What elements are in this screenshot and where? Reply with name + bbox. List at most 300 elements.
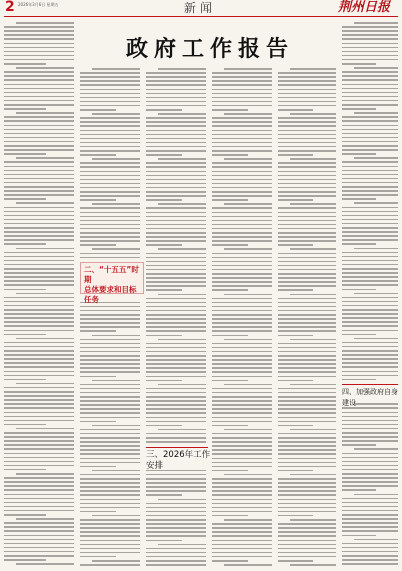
text-line (212, 523, 272, 525)
text-line (4, 256, 74, 258)
text-line (342, 51, 398, 53)
text-line (212, 253, 272, 255)
text-line (80, 367, 140, 369)
text-line (278, 281, 336, 283)
text-line (4, 465, 74, 467)
text-line (146, 322, 206, 324)
header-rule (4, 16, 398, 17)
text-line (278, 207, 336, 209)
text-line (146, 89, 206, 91)
text-line (212, 441, 272, 443)
text-line (4, 305, 74, 307)
text-line (354, 448, 398, 450)
text-line (4, 182, 74, 184)
text-line (158, 158, 206, 160)
text-line (80, 244, 116, 246)
text-line (146, 72, 206, 74)
text-line (278, 162, 336, 164)
text-line (16, 22, 74, 24)
text-line (146, 494, 182, 496)
text-line (80, 363, 140, 365)
text-line (146, 552, 206, 554)
text-line (4, 387, 74, 389)
text-line (354, 494, 398, 496)
text-line (158, 384, 206, 386)
text-line (212, 261, 272, 263)
text-line (342, 522, 398, 524)
text-line (146, 273, 206, 275)
text-line (4, 510, 74, 512)
text-line (212, 499, 272, 501)
text-line (146, 265, 206, 267)
text-line (212, 396, 272, 398)
text-line (80, 486, 140, 488)
text-line (212, 179, 272, 181)
text-line (80, 503, 140, 505)
text-line (212, 318, 272, 320)
text-line (342, 219, 398, 221)
text-line (146, 527, 206, 529)
text-line (4, 555, 74, 557)
text-line (342, 506, 398, 508)
text-line (146, 138, 206, 140)
text-line (4, 88, 74, 90)
text-line (278, 138, 336, 140)
text-line (342, 551, 398, 553)
text-line (80, 84, 140, 86)
text-line (212, 191, 272, 193)
text-line (4, 498, 74, 500)
text-line (146, 326, 206, 328)
text-line (146, 412, 206, 414)
text-line (80, 72, 140, 74)
text-line (146, 314, 206, 316)
text-line (212, 121, 272, 123)
text-line (146, 400, 206, 402)
text-line (4, 84, 74, 86)
text-line (80, 494, 140, 496)
text-line (212, 265, 272, 267)
text-line (278, 191, 336, 193)
text-line (80, 212, 140, 214)
text-line (146, 310, 206, 312)
text-line (80, 183, 140, 185)
text-line (80, 527, 140, 529)
text-line (342, 170, 398, 172)
text-line (278, 179, 336, 181)
text-line (342, 145, 398, 147)
text-line (212, 171, 272, 173)
text-line (4, 104, 74, 106)
text-line (212, 359, 272, 361)
text-line (146, 433, 206, 435)
text-line (342, 371, 398, 373)
text-line (4, 481, 74, 483)
text-line (342, 223, 398, 225)
text-line (212, 93, 272, 95)
text-line (342, 469, 398, 471)
text-line (342, 518, 398, 520)
text-line (146, 560, 206, 562)
text-line (146, 396, 206, 398)
text-line (4, 108, 46, 110)
text-line (278, 355, 336, 357)
text-line (4, 71, 74, 73)
text-line (342, 186, 398, 188)
text-line (80, 216, 140, 218)
text-line (212, 433, 272, 435)
text-line (342, 260, 398, 262)
text-line (146, 93, 206, 95)
text-line (212, 527, 272, 529)
text-line (80, 187, 140, 189)
text-line (146, 318, 206, 320)
text-line (4, 264, 74, 266)
text-line (212, 281, 272, 283)
text-line (342, 276, 398, 278)
text-line (342, 416, 398, 418)
text-line (212, 302, 272, 304)
text-line (278, 326, 336, 328)
text-line (146, 166, 206, 168)
text-line (4, 260, 74, 262)
text-line (158, 203, 206, 205)
text-line (4, 235, 74, 237)
text-line (158, 544, 206, 546)
text-line (342, 243, 376, 245)
text-line (146, 228, 206, 230)
text-line (212, 363, 272, 365)
text-line (342, 510, 398, 512)
text-line (80, 125, 140, 127)
text-line (278, 392, 336, 394)
text-line (278, 552, 336, 554)
text-line (342, 59, 398, 61)
text-line (278, 257, 336, 259)
text-line (146, 142, 206, 144)
text-line (278, 449, 336, 451)
text-line (342, 272, 398, 274)
text-line (146, 490, 206, 492)
text-line (278, 544, 336, 546)
text-line (290, 384, 336, 386)
text-line (4, 215, 74, 217)
text-line (212, 212, 272, 214)
text-line (80, 154, 116, 156)
text-line (290, 68, 336, 70)
text-line (4, 116, 74, 118)
text-line (4, 543, 74, 545)
text-line (146, 421, 206, 423)
text-line (4, 153, 46, 155)
text-line (212, 494, 272, 496)
text-line (80, 101, 140, 103)
text-line (4, 535, 74, 537)
text-line (80, 109, 116, 111)
text-line (158, 339, 206, 341)
text-line (158, 113, 206, 115)
text-line (278, 80, 336, 82)
text-line (4, 371, 74, 373)
text-line (342, 420, 398, 422)
text-line (342, 350, 398, 352)
text-line (342, 514, 398, 516)
text-line (224, 384, 272, 386)
text-line (278, 490, 336, 492)
text-line (212, 392, 272, 394)
text-line (212, 187, 272, 189)
text-line (342, 489, 376, 491)
text-line (92, 203, 140, 205)
text-line (4, 223, 74, 225)
text-line (80, 462, 140, 464)
text-line (212, 560, 248, 562)
text-line (278, 376, 336, 378)
text-line (278, 535, 336, 537)
text-line (342, 284, 398, 286)
text-line (290, 339, 336, 341)
text-line (4, 43, 74, 45)
text-line (278, 166, 336, 168)
text-line (212, 166, 272, 168)
text-line (80, 343, 140, 345)
text-line (146, 175, 206, 177)
page-headline: 政府工作报告 (125, 36, 294, 62)
text-line (4, 190, 74, 192)
text-line (278, 212, 336, 214)
text-line (146, 486, 206, 488)
text-line (212, 80, 272, 82)
text-line (80, 396, 140, 398)
text-line (342, 481, 398, 483)
text-line (80, 310, 140, 312)
text-line (354, 202, 398, 204)
text-line (212, 437, 272, 439)
text-line (342, 174, 398, 176)
text-line (278, 130, 336, 132)
text-line (146, 125, 206, 127)
text-line (278, 277, 336, 279)
text-line (4, 391, 74, 393)
text-line (342, 440, 398, 442)
text-line (4, 432, 74, 434)
text-line (342, 161, 398, 163)
text-line (80, 121, 140, 123)
text-line (146, 236, 206, 238)
text-line (342, 555, 398, 557)
text-line (4, 559, 46, 561)
text-line (80, 552, 140, 554)
text-line (146, 224, 206, 226)
text-line (80, 519, 140, 521)
text-line (146, 130, 206, 132)
text-line (342, 309, 398, 311)
text-line (278, 121, 336, 123)
text-line (290, 203, 336, 205)
text-line (80, 523, 140, 525)
text-line (278, 187, 336, 189)
text-line (212, 76, 272, 78)
text-line (212, 125, 272, 127)
text-line (354, 112, 398, 114)
text-line (212, 257, 272, 259)
text-line (16, 383, 74, 385)
text-line (4, 457, 74, 459)
text-line (80, 507, 140, 509)
text-line (224, 113, 272, 115)
text-line (80, 458, 140, 460)
text-line (4, 453, 74, 455)
text-line (4, 375, 74, 377)
text-line (342, 358, 398, 360)
text-line (278, 351, 336, 353)
text-line (4, 399, 74, 401)
text-line (4, 354, 74, 356)
text-line (342, 547, 398, 549)
text-line (278, 347, 336, 349)
text-line (342, 190, 398, 192)
text-line (146, 425, 182, 427)
text-line (80, 207, 140, 209)
text-line (278, 540, 336, 542)
text-line (212, 449, 272, 451)
text-line (212, 552, 272, 554)
text-line (4, 379, 46, 381)
text-line (342, 141, 398, 143)
text-line (80, 134, 140, 136)
text-line (80, 371, 140, 373)
text-line (354, 293, 398, 295)
text-line (342, 375, 398, 377)
text-line (80, 478, 140, 480)
text-line (4, 362, 74, 364)
text-line (146, 306, 206, 308)
text-line (4, 145, 74, 147)
text-line (342, 215, 398, 217)
masthead-logo: 荆州日报 (338, 0, 391, 15)
text-line (278, 261, 336, 263)
text-line (278, 216, 336, 218)
text-line (212, 408, 272, 410)
text-line (80, 441, 140, 443)
text-line (342, 297, 398, 299)
text-line (212, 314, 272, 316)
text-line (80, 499, 140, 501)
text-line (278, 310, 336, 312)
text-line (146, 503, 206, 505)
text-line (342, 38, 398, 40)
text-line (290, 564, 336, 566)
text-line (146, 437, 206, 439)
text-line (212, 351, 272, 353)
text-line (80, 224, 140, 226)
text-line (212, 224, 272, 226)
text-line (278, 523, 336, 525)
text-line (16, 428, 74, 430)
text-line (92, 335, 140, 337)
text-line (80, 171, 140, 173)
text-line (4, 526, 74, 528)
text-line (4, 63, 46, 65)
text-line (16, 248, 74, 250)
issue-info: 2026年3月6日 星期五 (18, 2, 59, 7)
text-line (146, 335, 182, 337)
text-line (278, 183, 336, 185)
text-line (4, 166, 74, 168)
text-line (80, 511, 116, 513)
text-line (212, 531, 272, 533)
text-line (146, 535, 206, 537)
text-line (4, 342, 74, 344)
text-line (146, 388, 206, 390)
text-line (4, 395, 74, 397)
text-line (4, 178, 74, 180)
text-line (80, 228, 140, 230)
text-line (278, 367, 336, 369)
text-line (212, 207, 272, 209)
text-line (4, 551, 74, 553)
text-line (278, 101, 336, 103)
text-line (146, 417, 206, 419)
text-line (342, 379, 376, 381)
text-line (342, 84, 398, 86)
text-line (212, 482, 272, 484)
text-line (342, 334, 376, 336)
text-line (212, 306, 272, 308)
text-line (4, 547, 74, 549)
text-line (80, 240, 140, 242)
text-line (146, 474, 206, 476)
text-line (80, 421, 116, 423)
text-line (342, 252, 398, 254)
text-line (4, 92, 74, 94)
text-line (342, 502, 398, 504)
text-line (4, 211, 74, 213)
text-line (80, 146, 140, 148)
section-name: 新闻 (184, 1, 217, 15)
text-line (4, 403, 74, 405)
text-line (212, 367, 272, 369)
text-line (146, 511, 206, 513)
text-line (212, 232, 272, 234)
section-heading-plan: 三、2026年工作安排 (146, 450, 211, 471)
text-line (80, 490, 140, 492)
text-line (212, 310, 272, 312)
text-line (342, 47, 398, 49)
text-line (80, 232, 140, 234)
text-line (80, 351, 140, 353)
text-line (212, 175, 272, 177)
text-line (278, 499, 336, 501)
text-line (342, 498, 398, 500)
text-line (4, 297, 74, 299)
text-line (80, 535, 140, 537)
text-line (278, 322, 336, 324)
text-line (342, 104, 398, 106)
text-line (342, 330, 398, 332)
text-line (4, 522, 74, 524)
text-line (146, 482, 206, 484)
text-line (146, 376, 206, 378)
text-line (342, 71, 398, 73)
text-line (342, 305, 398, 307)
text-line (4, 346, 74, 348)
text-line (278, 302, 336, 304)
text-line (4, 317, 74, 319)
text-line (278, 175, 336, 177)
text-line (342, 354, 398, 356)
text-line (80, 105, 140, 107)
